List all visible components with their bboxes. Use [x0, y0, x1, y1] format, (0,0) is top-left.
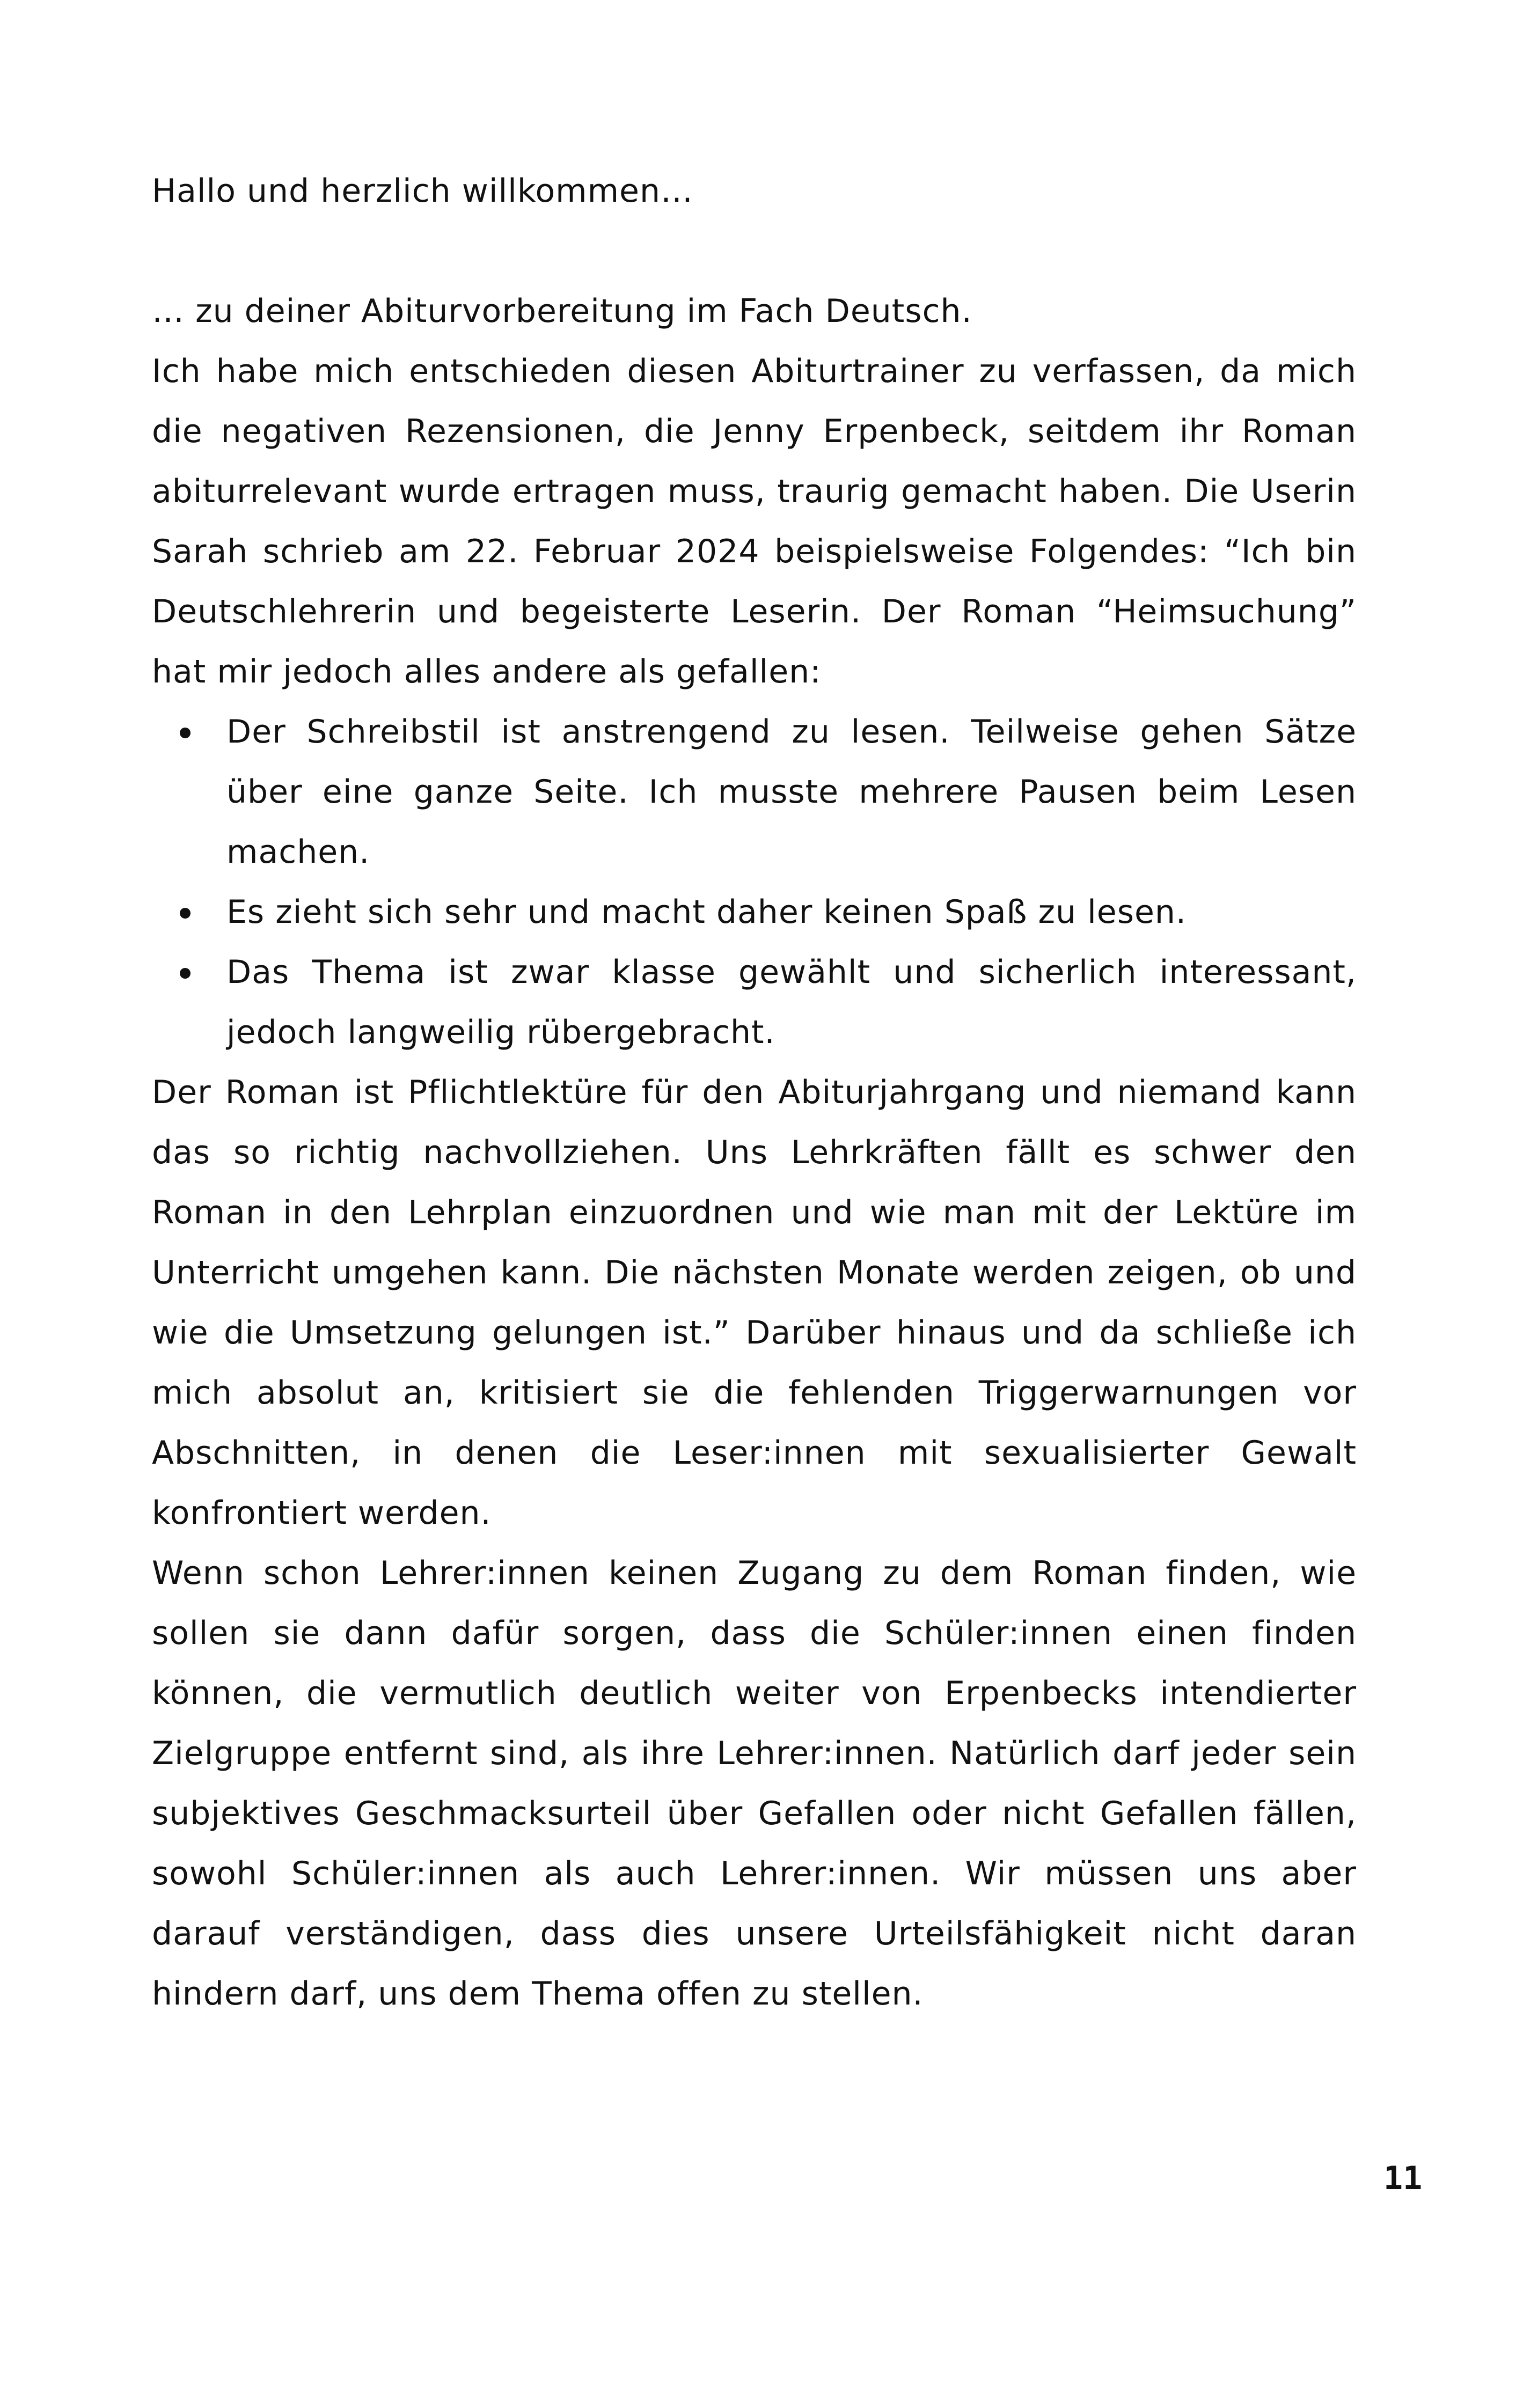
review-bullet-list: [152, 702, 1357, 1062]
closing-paragraph: Wenn schon Lehrer:innen keinen Zugang zu dem Roman finden, wie sollen sie dann dafür sorgen, dass die Schüler:innen einen finden können, die vermutlich deutlich weiter von Erpenbecks intendierter Zielgruppe entfernt sind, als ihre Lehrer:innen. Natürlich darf jeder sein subjektives Geschmacksurteil über Gefallen oder nicht Gefallen fällen, sowohl Schüler:innen als auch Lehrer:innen. Wir müssen uns aber darauf verständigen, dass dies unsere Urteilsfähigkeit nicht daran hindern darf, uns dem Thema offen zu stellen.: [152, 1554, 1357, 2013]
bullet-item-theme: [152, 942, 1357, 1062]
bullet-icon: [180, 968, 191, 979]
bullet-icon: [180, 908, 191, 919]
page-number: 11: [1383, 2160, 1423, 2197]
bullet-item-writing-style: [152, 702, 1357, 882]
bullet-item-pacing: [152, 882, 1357, 942]
review-intro-paragraph: Ich habe mich entschieden diesen Abiturtrainer zu verfassen, da mich die negativen Rezensionen, die Jenny Erpenbeck, seitdem ihr Roman abiturrelevant wurde ertragen muss, traurig gemacht haben. Die Userin Sarah schrieb am 22. Februar 2024 beispielsweise Folgendes: “Ich bin Deutschlehrerin und begeisterte Leserin. Der Roman “Heimsuchung” hat mir jedoch alles andere als gefallen:: [152, 353, 1357, 691]
bullet-text: Das Thema ist zwar klasse gewählt und sicherlich interessant, jedoch langweilig rübergebracht.: [226, 953, 1357, 1051]
bullet-text: Es zieht sich sehr und macht daher keinen Spaß zu lesen.: [226, 893, 1187, 931]
greeting-text: Hallo und herzlich willkommen…: [152, 172, 693, 210]
greeting-line: [152, 161, 1357, 221]
bullet-icon: [180, 728, 191, 738]
bullet-text: Der Schreibstil ist anstrengend zu lesen. Teilweise gehen Sätze über eine ganze Seite. Ich musste mehrere Pausen beim Lesen machen.: [226, 713, 1357, 871]
review-continuation-paragraph: Der Roman ist Pflichtlektüre für den Abiturjahrgang und niemand kann das so richtig nachvollziehen. Uns Lehrkräften fällt es schwer den Roman in den Lehrplan einzuordnen und wie man mit der Lektüre im Unterricht umgehen kann. Die nächsten Monate werden zeigen, ob und wie die Umsetzung gelungen ist.” Darüber hinaus und da schließe ich mich absolut an, kritisiert sie die fehlenden Triggerwarnungen vor Abschnitten, in denen die Leser:innen mit sexualisierter Gewalt konfrontiert werden.: [152, 1074, 1357, 1532]
intro-line: … zu deiner Abiturvorbereitung im Fach Deutsch.: [152, 292, 972, 330]
body-text: [152, 281, 1357, 2024]
